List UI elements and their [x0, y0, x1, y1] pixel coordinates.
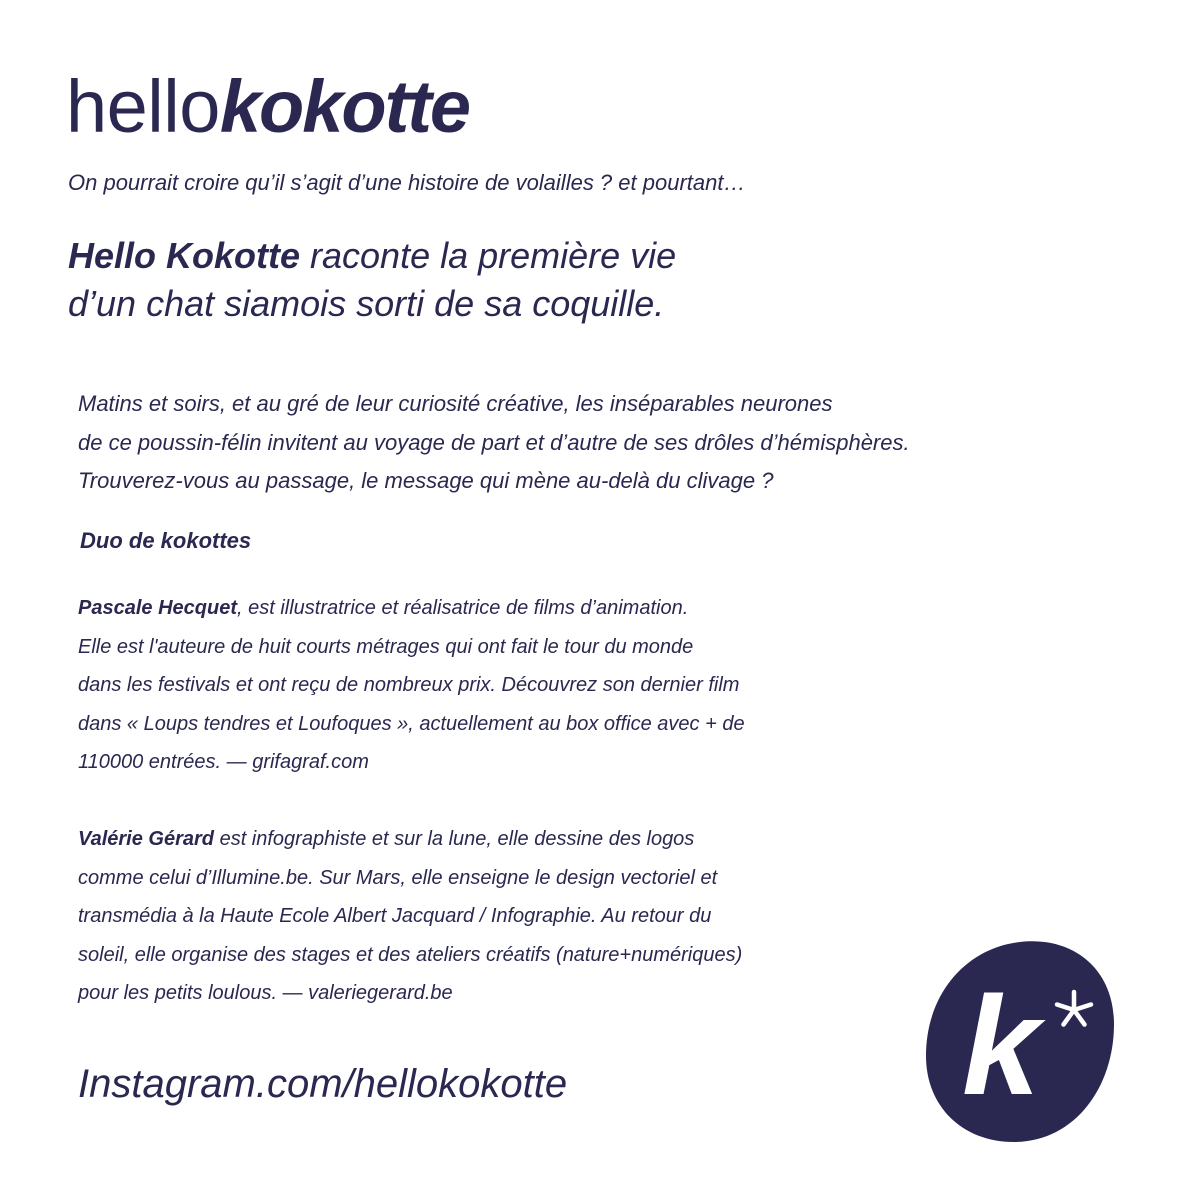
lead-line-1: [68, 232, 676, 280]
bio-line: [78, 820, 742, 859]
intro-line: Matins et soirs, et au gré de leur curiosité créative, les inséparables neurones: [78, 391, 833, 416]
bio-line-rest: est infographiste et sur la lune, elle dessine des logos: [214, 828, 695, 850]
bio-line: comme celui d’Illumine.be. Sur Mars, elle enseigne le design vectoriel et: [78, 866, 718, 889]
bio-pascale-hecquet: [78, 589, 745, 782]
intro-line: de ce poussin-félin invitent au voyage de part et d’autre de ses drôles d’hémisphères.: [78, 429, 910, 455]
logo-kokotte: kokotte: [219, 65, 470, 148]
lead-line-2: d’un chat siamois sorti de sa coquille.: [68, 283, 665, 324]
tagline: On pourrait croire qu’il s’agit d’une histoire de volailles ? et pourtant…: [68, 170, 746, 195]
lead-paragraph: [68, 232, 676, 328]
bio-line: soleil, elle organise des stages et des ateliers créatifs (nature+numériques): [78, 943, 743, 966]
bio-line-rest: , est illustratrice et réalisatrice de films d’animation.: [236, 597, 689, 619]
bio-line: dans les festivals et ont reçu de nombreux prix. Découvrez son dernier film: [78, 674, 740, 696]
logo-hello: hello: [66, 65, 220, 148]
kokotte-badge-logo: [922, 938, 1118, 1144]
intro-line: Trouverez-vous au passage, le message qui mène au-delà du clivage ?: [78, 468, 774, 493]
section-title-duo: Duo de kokottes: [80, 528, 252, 553]
logo: [66, 65, 470, 148]
bio-valerie-gerard: [78, 820, 742, 1013]
bio-line: 110000 entrées. — grifagraf.com: [78, 751, 369, 773]
badge-letter: k: [962, 967, 1040, 1124]
bio-line: Elle est l'auteure de huit courts métrages qui ont fait le tour du monde: [78, 635, 694, 658]
bio-line: [78, 589, 745, 628]
instagram-link[interactable]: Instagram.com/hellokokotte: [78, 1062, 568, 1106]
bio-line: transmédia à la Haute Ecole Albert Jacquard / Infographie. Au retour du: [78, 905, 712, 927]
lead-rest: raconte la première vie: [300, 235, 677, 276]
bio-name: Pascale Hecquet: [78, 597, 237, 619]
lead-strong: Hello Kokotte: [68, 235, 301, 276]
bio-name: Valérie Gérard: [78, 828, 215, 850]
bio-line: pour les petits loulous. — valeriegerard.be: [78, 982, 453, 1004]
bio-line: dans « Loups tendres et Loufoques », actuellement au box office avec + de: [78, 712, 745, 735]
intro-paragraph: [78, 385, 910, 501]
